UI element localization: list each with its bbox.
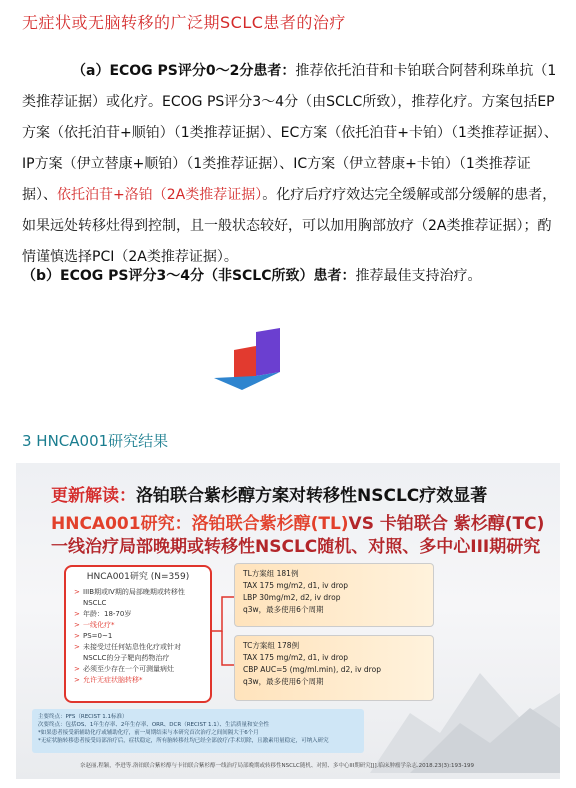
criterion [74, 587, 202, 609]
slide-title-a: HNCA001研究：洛铂联合紫杉醇(TL) [51, 514, 349, 534]
criterion-text: 年龄：18-70岁 [83, 610, 132, 618]
arm-line: q3w，最多使用6个周期 [243, 605, 324, 614]
arm-line: TAX 175 mg/m2, d1, iv drop [243, 653, 349, 662]
criterion [74, 609, 202, 620]
arm-line: TAX 175 mg/m2, d1, iv drop [243, 581, 349, 590]
paragraph-a-highlight: 依托泊苷+洛铂（2A类推荐证据） [57, 187, 263, 203]
criterion-text: IIIB期或IV期的局部晚期或转移性NSCLC [83, 588, 185, 607]
arm-line: CBP AUC=5 (mg/ml.min), d2, iv drop [243, 665, 381, 674]
arrow-icon: > [74, 632, 80, 640]
tl-arm-box [234, 563, 434, 627]
arm-line: LBP 30mg/m2, d2, iv drop [243, 593, 341, 602]
arm-line: q3w，最多使用6个周期 [243, 677, 324, 686]
arm-line: TC方案组 178例 [243, 641, 300, 650]
arrow-icon: > [74, 588, 80, 596]
update-text: 洛铂联合紫杉醇方案对转移性NSCLC疗效显著 [136, 486, 488, 506]
criterion-text: 一线化疗* [83, 621, 115, 629]
endpoint-line: 次要终点：包括OS、1年生存率、2年生存率、ORR、DCR（RECIST 1.1）、生活质量和安全性 [38, 722, 270, 728]
endpoint-line: *如果患者接受新辅助化疗或辅助化疗，前一周期结束与本研究首次治疗之间间隔大于6个月 [38, 730, 259, 736]
endpoints-box [32, 709, 364, 753]
paragraph-a-text: 推荐依托泊苷和卡铂联合阿替利珠单抗（1类推荐证据）或化疗。ECOG PS评分3～4分（由SCLC所致），推荐化疗。方案包括EP方案（依托泊苷+顺铂）（1类推荐证据）、EC方案（依托泊苷+卡铂）（1类推荐证据）、IP方案（伊立替康+顺铂）（1类推荐证据）、IC方案（伊立替康+卡铂）（1类推荐证据）、 [22, 63, 558, 203]
arrow-icon: > [74, 610, 80, 618]
page-heading: 无症状或无脑转移的广泛期SCLC患者的治疗 [22, 13, 346, 32]
criterion [74, 675, 202, 686]
slide-title-b: VS 卡铂联合 紫杉醇(TC)一线治疗局部晚期或转移性NSCLC随机、对照、多中心III期研究 [51, 514, 545, 557]
update-label: 更新解读： [51, 486, 136, 506]
criterion [74, 664, 202, 675]
reference-citation: 奈赵丽,程颖，李进等.洛铂联合紫杉醇与卡铂联合紫杉醇一线治疗局部晚期或转移性NSCLC随机、对照、多中心III期研究[J].临床肿瘤学杂志.2018.23(3):193-199 [80, 763, 474, 769]
slide-update-line [51, 481, 487, 506]
criterion-text: 未接受过任何姑息性化疗或针对NSCLC的分子靶向药物治疗 [83, 643, 181, 662]
criterion [74, 631, 202, 642]
criterion [74, 620, 202, 631]
tc-arm-box [234, 635, 434, 701]
endpoint-line: *无症状脑转移患者接受局部治疗后，症状稳定，所有脑转移灶均已经全部放疗/手术切除，且激素用量稳定，可纳入研究 [38, 738, 329, 744]
paragraph-b-text: 推荐最佳支持治疗。 [355, 268, 482, 284]
arrow-icon: > [74, 621, 80, 629]
study-slide [16, 463, 560, 779]
arm-line: TL方案组 181例 [243, 569, 299, 578]
criterion-text: 允许无症状脑转移* [83, 676, 143, 684]
slide-title [51, 513, 551, 559]
paragraph-b-lead: （b）ECOG PS评分3～4分（非SCLC所致）患者： [22, 268, 356, 284]
arrow-icon: > [74, 665, 80, 673]
arrow-icon: > [74, 643, 80, 651]
criterion-text: PS=0~1 [83, 632, 113, 640]
paragraph-a [22, 56, 562, 273]
logo-icon [214, 328, 314, 392]
endpoint-line: 主要终点：PFS（RECIST 1.1标准） [38, 714, 128, 720]
criterion [74, 642, 202, 664]
section-title: 3 HNCA001研究结果 [22, 432, 169, 450]
paragraph-a-lead: （a）ECOG PS评分0～2分患者： [72, 63, 296, 79]
randomization-arrows [212, 591, 236, 671]
study-criteria-box [64, 565, 212, 703]
criterion-text: 必须至少存在一个可测量病灶 [83, 665, 174, 673]
paragraph-b [22, 261, 562, 292]
study-box-title: HNCA001研究 (N=359) [86, 572, 190, 582]
paragraph-a-text-end: 。化疗后疗疗效达完全缓解或部分缓解的患者，如果远处转移灶得到控制，且一般状态较好，可以加用胸部放疗（2A类推荐证据）；酌情谨慎选择PCI（2A类推荐证据）。 [22, 187, 557, 265]
arrow-icon: > [74, 676, 80, 684]
